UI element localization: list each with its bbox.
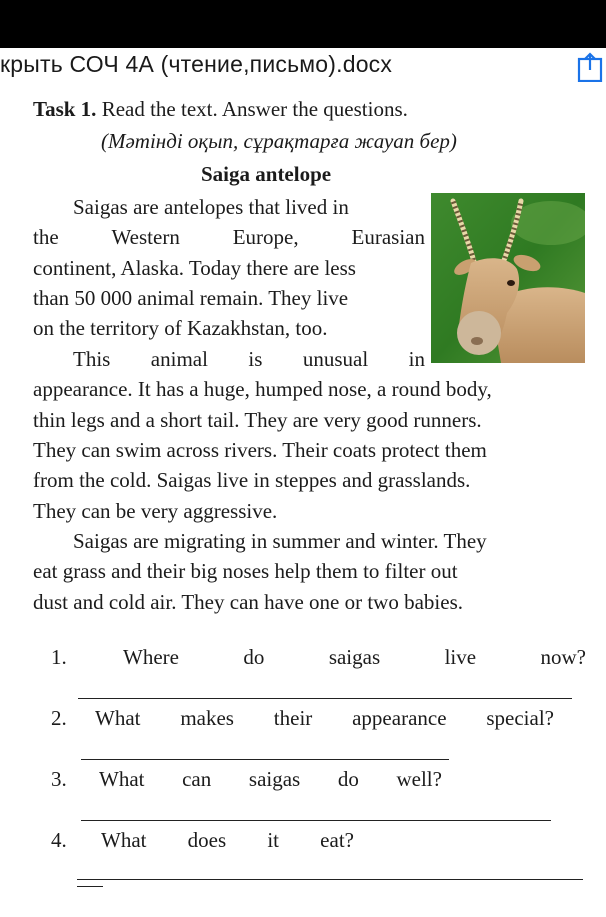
word: do bbox=[243, 645, 265, 669]
share-icon[interactable] bbox=[576, 52, 606, 82]
paragraph-2-line-1 bbox=[73, 344, 425, 374]
word: it bbox=[267, 828, 279, 852]
word: saigas bbox=[328, 645, 381, 669]
word: Western bbox=[111, 225, 180, 249]
word: live bbox=[444, 645, 477, 669]
word: special? bbox=[486, 706, 554, 730]
question-1 bbox=[123, 642, 586, 672]
question-1-number: 1. bbox=[51, 645, 67, 669]
saiga-antelope-photo bbox=[431, 193, 585, 363]
paragraph-2-line-5: from the cold. Saigas live in steppes and grasslands. bbox=[33, 468, 471, 492]
word: is bbox=[248, 347, 263, 371]
question-4 bbox=[101, 825, 354, 855]
word: can bbox=[182, 767, 212, 791]
document-title: крыть СОЧ 4А (чтение,письмо).docx bbox=[0, 51, 393, 77]
answer-line-4[interactable] bbox=[77, 879, 583, 880]
word: This bbox=[73, 347, 111, 371]
word: appearance bbox=[352, 706, 447, 730]
task-instruction: Read the text. Answer the questions. bbox=[96, 97, 408, 121]
word: Europe, bbox=[232, 225, 299, 249]
question-3 bbox=[99, 764, 442, 794]
word: What bbox=[99, 767, 145, 791]
word: Where bbox=[123, 645, 179, 669]
paragraph-2-line-6: They can be very aggressive. bbox=[33, 499, 278, 523]
paragraph-2-line-3: thin legs and a short tail. They are very good runners. bbox=[33, 408, 482, 432]
word: now? bbox=[540, 645, 586, 669]
answer-line-1[interactable] bbox=[78, 698, 572, 699]
word: eat? bbox=[320, 828, 354, 852]
paragraph-1-line-4: than 50 000 animal remain. They live bbox=[33, 286, 349, 310]
question-2 bbox=[95, 703, 554, 733]
article-title: Saiga antelope bbox=[201, 162, 332, 186]
question-3-number: 3. bbox=[51, 767, 67, 791]
paragraph-1-line-1: Saigas are antelopes that lived in bbox=[73, 195, 349, 219]
word: makes bbox=[180, 706, 234, 730]
task-translation: (Мәтінді оқып, сұрақтарға жауап бер) bbox=[101, 129, 457, 153]
word: in bbox=[408, 347, 425, 371]
answer-line-3[interactable] bbox=[81, 820, 551, 821]
status-bar bbox=[0, 0, 606, 48]
paragraph-1-line-5: on the territory of Kazakhstan, too. bbox=[33, 316, 328, 340]
paragraph-2-line-2: appearance. It has a huge, humped nose, a round body, bbox=[33, 377, 492, 401]
word: Eurasian bbox=[351, 225, 425, 249]
paragraph-3-line-1: Saigas are migrating in summer and winter. They bbox=[73, 529, 487, 553]
answer-line-5[interactable] bbox=[77, 886, 103, 887]
word: their bbox=[273, 706, 313, 730]
paragraph-3-line-3: dust and cold air. They can have one or two babies. bbox=[33, 590, 463, 614]
word: What bbox=[95, 706, 141, 730]
word: does bbox=[187, 828, 227, 852]
word: well? bbox=[396, 767, 442, 791]
paragraph-2-line-4: They can swim across rivers. Their coats protect them bbox=[33, 438, 487, 462]
word: What bbox=[101, 828, 147, 852]
task-label: Task 1. bbox=[33, 97, 97, 121]
word: the bbox=[33, 225, 59, 249]
paragraph-1-line-3: continent, Alaska. Today there are less bbox=[33, 256, 356, 280]
word: unusual bbox=[302, 347, 369, 371]
question-4-number: 4. bbox=[51, 828, 67, 852]
paragraph-1-line-2 bbox=[33, 222, 425, 252]
task-heading bbox=[33, 94, 408, 124]
word: animal bbox=[150, 347, 208, 371]
word: saigas bbox=[248, 767, 301, 791]
question-2-number: 2. bbox=[51, 706, 67, 730]
paragraph-3-line-2: eat grass and their big noses help them to filter out bbox=[33, 559, 458, 583]
word: do bbox=[337, 767, 359, 791]
answer-line-2[interactable] bbox=[81, 759, 449, 760]
